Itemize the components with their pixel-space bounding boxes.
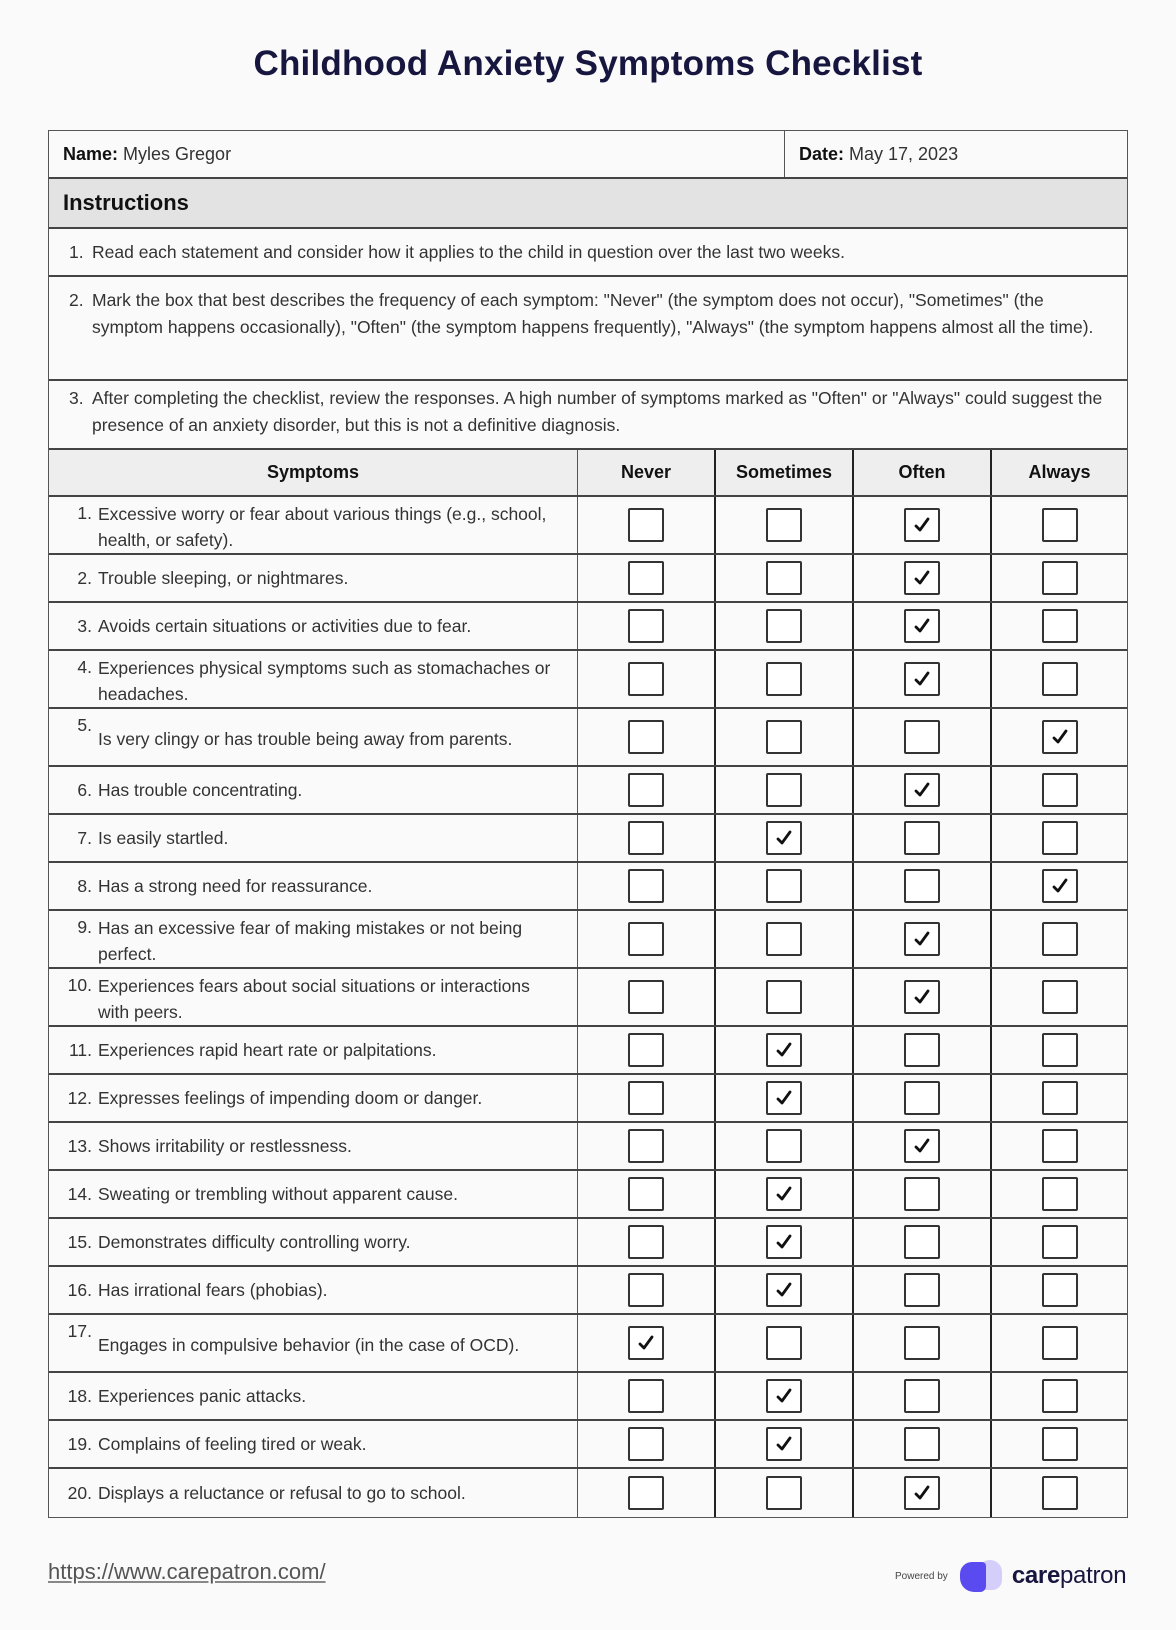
checkbox-sometimes[interactable] [766,662,802,696]
checkbox-often[interactable] [904,773,940,807]
checkbox-always[interactable] [1042,821,1078,855]
checkbox-always[interactable] [1042,1427,1078,1461]
date-value: May 17, 2023 [849,143,959,164]
option-cell-often [854,767,992,813]
checkbox-always[interactable] [1042,1129,1078,1163]
checkbox-sometimes[interactable] [766,869,802,903]
option-cell-never [578,555,716,601]
option-cell-always [992,1373,1127,1419]
option-cell-often [854,709,992,765]
table-row [49,1315,1127,1373]
option-cell-always [992,1315,1127,1371]
column-header-symptoms: Symptoms [49,450,578,495]
checkbox-often[interactable] [904,869,940,903]
checkmark-icon [912,616,932,636]
checkbox-always[interactable] [1042,1081,1078,1115]
symptom-text: Has a strong need for reassurance. [98,876,373,896]
powered-by-brand [895,1556,1126,1596]
checkbox-often[interactable] [904,508,940,542]
option-cell-always [992,1421,1127,1467]
checkbox-never[interactable] [628,609,664,643]
checkbox-always[interactable] [1042,773,1078,807]
checkmark-icon [912,515,932,535]
checkbox-never[interactable] [628,1129,664,1163]
option-cell-never [578,709,716,765]
carepatron-link[interactable]: https://www.carepatron.com/ [48,1559,326,1584]
checkbox-never[interactable] [628,1273,664,1307]
option-cell-never [578,1123,716,1169]
checkbox-often[interactable] [904,662,940,696]
checkbox-always[interactable] [1042,1326,1078,1360]
option-cell-sometimes [716,1267,854,1313]
table-row [49,767,1127,815]
symptom-number: 13. [67,1136,92,1156]
brand-name-regular: patron [1060,1562,1127,1589]
option-cell-always [992,1171,1127,1217]
symptom-text: Excessive worry or fear about various things (e.g., school, health, or safety). [98,503,547,550]
table-row [49,863,1127,911]
option-cell-never [578,1267,716,1313]
checkmark-icon [912,1136,932,1156]
table-row [49,1469,1127,1517]
checkbox-always[interactable] [1042,869,1078,903]
table-row [49,603,1127,651]
checkbox-never[interactable] [628,508,664,542]
instruction-item [49,277,1127,381]
symptom-number: 3. [77,616,92,636]
option-cell-often [854,1219,992,1265]
checkmark-icon [912,929,932,949]
symptom-text: Shows irritability or restlessness. [98,1136,352,1156]
option-cell-always [992,651,1127,707]
option-cell-always [992,1123,1127,1169]
option-cell-never [578,969,716,1025]
checkbox-always[interactable] [1042,609,1078,643]
brand-name [1012,1562,1126,1590]
checkbox-always[interactable] [1042,1177,1078,1211]
symptom-number: 4. [77,657,92,677]
symptom-text: Is very clingy or has trouble being away from parents. [98,728,513,749]
checkbox-sometimes[interactable] [766,609,802,643]
symptom-text: Complains of feeling tired or weak. [98,1434,367,1454]
table-row [49,1421,1127,1469]
symptom-number: 2. [77,568,92,588]
symptom-text: Has an excessive fear of making mistakes or not being perfect. [98,917,523,964]
table-row [49,709,1127,767]
instructions-heading: Instructions [49,179,1127,229]
table-row [49,969,1127,1027]
checkbox-always[interactable] [1042,561,1078,595]
checkbox-sometimes[interactable] [766,1273,802,1307]
option-cell-always [992,969,1127,1025]
symptom-cell [49,651,578,707]
powered-by-text: Powered by [895,1570,948,1582]
symptom-text: Trouble sleeping, or nightmares. [98,568,349,588]
symptom-text: Engages in compulsive behavior (in the case of OCD). [98,1334,520,1355]
option-cell-always [992,555,1127,601]
table-row [49,651,1127,709]
symptom-number: 16. [67,1280,92,1300]
symptom-number: 18. [67,1386,92,1406]
instruction-item [49,229,1127,277]
table-row [49,1075,1127,1123]
option-cell-never [578,815,716,861]
checkbox-never[interactable] [628,1225,664,1259]
name-value: Myles Gregor [123,143,232,164]
checkbox-always[interactable] [1042,1225,1078,1259]
checkbox-never[interactable] [628,1177,664,1211]
option-cell-always [992,1075,1127,1121]
checkbox-often[interactable] [904,1177,940,1211]
instruction-text: Mark the box that best describes the frequency of each symptom: "Never" (the symptom does not occur), "Sometimes" (the symptom happens occasionally), "Often" (the symptom happens frequently), "Always" (the symptom happens almost all the time). [92,290,1094,337]
option-cell-always [992,767,1127,813]
checkmark-icon [774,1232,794,1252]
checkbox-sometimes[interactable] [766,561,802,595]
option-cell-never [578,651,716,707]
checkbox-often[interactable] [904,1081,940,1115]
option-cell-sometimes [716,767,854,813]
symptom-number: 17. [67,1321,92,1341]
date-label: Date: [799,143,845,164]
checkbox-sometimes[interactable] [766,1476,802,1510]
symptom-cell [49,1219,578,1265]
instruction-text: After completing the checklist, review the responses. A high number of symptoms marked as "Often" or "Always" could suggest the presence of an anxiety disorder, but this is not a definitive diagnosis. [92,388,1103,435]
checkmark-icon [774,1088,794,1108]
option-cell-sometimes [716,1373,854,1419]
option-cell-sometimes [716,1171,854,1217]
option-cell-never [578,1171,716,1217]
checkbox-always[interactable] [1042,662,1078,696]
checkbox-sometimes[interactable] [766,1129,802,1163]
checkbox-often[interactable] [904,1033,940,1067]
checkmark-icon [636,1333,656,1353]
checkmark-icon [912,568,932,588]
page-title: Childhood Anxiety Symptoms Checklist [253,44,923,83]
option-cell-sometimes [716,863,854,909]
symptom-text: Experiences physical symptoms such as stomachaches or headaches. [98,657,551,704]
checkbox-always[interactable] [1042,720,1078,754]
table-row [49,1373,1127,1421]
checkbox-sometimes[interactable] [766,1326,802,1360]
option-cell-often [854,1421,992,1467]
checkbox-sometimes[interactable] [766,720,802,754]
symptom-cell [49,1469,578,1517]
option-cell-always [992,1267,1127,1313]
table-row [49,1219,1127,1267]
checkmark-icon [774,1434,794,1454]
checkmark-icon [774,1040,794,1060]
symptom-cell [49,1027,578,1073]
checkbox-often[interactable] [904,1273,940,1307]
symptom-cell [49,709,578,765]
option-cell-sometimes [716,555,854,601]
option-cell-never [578,863,716,909]
symptom-cell [49,1373,578,1419]
checkbox-often[interactable] [904,1379,940,1413]
symptom-cell [49,1123,578,1169]
instruction-number: 1. [69,241,84,262]
checkbox-sometimes[interactable] [766,821,802,855]
table-row [49,911,1127,969]
option-cell-often [854,1315,992,1371]
symptom-number: 15. [67,1232,92,1252]
option-cell-never [578,1421,716,1467]
checkmark-icon [912,1483,932,1503]
symptom-cell [49,863,578,909]
symptom-text: Expresses feelings of impending doom or danger. [98,1088,483,1108]
checkbox-sometimes[interactable] [766,1177,802,1211]
symptom-text: Experiences rapid heart rate or palpitations. [98,1040,437,1060]
checkbox-often[interactable] [904,720,940,754]
checkmark-icon [1050,876,1070,896]
symptom-number: 5. [77,715,92,735]
option-cell-always [992,709,1127,765]
symptom-cell [49,555,578,601]
option-cell-never [578,1075,716,1121]
symptom-number: 1. [77,503,92,523]
option-cell-always [992,1469,1127,1517]
checkbox-often[interactable] [904,1427,940,1461]
symptom-cell [49,1267,578,1313]
column-header-always: Always [1028,462,1091,482]
symptom-cell [49,603,578,649]
checkmark-icon [774,1184,794,1204]
option-cell-often [854,969,992,1025]
checkbox-never[interactable] [628,821,664,855]
option-cell-often [854,863,992,909]
symptom-cell [49,1075,578,1121]
info-row [49,131,1127,179]
checkbox-never[interactable] [628,1326,664,1360]
checkbox-always[interactable] [1042,980,1078,1014]
symptom-cell [49,1421,578,1467]
table-row [49,1123,1127,1171]
option-cell-always [992,603,1127,649]
option-cell-sometimes [716,497,854,553]
checkbox-never[interactable] [628,720,664,754]
option-cell-never [578,767,716,813]
checkbox-always[interactable] [1042,1379,1078,1413]
option-cell-often [854,1267,992,1313]
option-cell-often [854,555,992,601]
name-label: Name: [63,143,119,164]
symptom-text: Has irrational fears (phobias). [98,1280,328,1300]
symptom-text: Avoids certain situations or activities due to fear. [98,616,472,636]
option-cell-often [854,603,992,649]
checkbox-often[interactable] [904,609,940,643]
instruction-number: 2. [69,290,84,310]
option-cell-never [578,1219,716,1265]
checkbox-never[interactable] [628,1427,664,1461]
checkbox-often[interactable] [904,1476,940,1510]
option-cell-often [854,1171,992,1217]
symptom-text: Sweating or trembling without apparent cause. [98,1184,458,1204]
symptom-text: Demonstrates difficulty controlling worry. [98,1232,411,1252]
instruction-number: 3. [69,388,84,408]
table-row [49,1171,1127,1219]
checkbox-sometimes[interactable] [766,1427,802,1461]
symptom-text: Experiences fears about social situations or interactions with peers. [98,975,530,1022]
checkbox-sometimes[interactable] [766,1033,802,1067]
checkbox-always[interactable] [1042,508,1078,542]
checkbox-often[interactable] [904,821,940,855]
symptom-cell [49,497,578,553]
symptom-number: 14. [67,1184,92,1204]
checkbox-sometimes[interactable] [766,1225,802,1259]
option-cell-often [854,911,992,967]
symptom-number: 19. [67,1434,92,1454]
checkmark-icon [912,987,932,1007]
symptom-number: 7. [77,828,92,848]
checkmark-icon [774,1386,794,1406]
checkmark-icon [1050,727,1070,747]
checkbox-often[interactable] [904,922,940,956]
symptom-cell [49,969,578,1025]
checkmark-icon [774,1280,794,1300]
checkbox-sometimes[interactable] [766,1081,802,1115]
symptom-cell [49,1171,578,1217]
symptom-number: 8. [77,876,92,896]
option-cell-sometimes [716,911,854,967]
table-row [49,555,1127,603]
option-cell-never [578,1315,716,1371]
checkbox-sometimes[interactable] [766,1379,802,1413]
column-header-never: Never [578,450,716,495]
date-field[interactable] [785,131,1127,177]
checkbox-often[interactable] [904,561,940,595]
checkbox-never[interactable] [628,662,664,696]
option-cell-sometimes [716,1219,854,1265]
checkbox-often[interactable] [904,1225,940,1259]
option-cell-never [578,497,716,553]
checkbox-often[interactable] [904,1129,940,1163]
checkbox-never[interactable] [628,869,664,903]
option-cell-never [578,1469,716,1517]
option-cell-sometimes [716,815,854,861]
option-cell-often [854,1469,992,1517]
option-cell-sometimes [716,1075,854,1121]
table-row [49,1267,1127,1315]
symptom-text: Is easily startled. [98,828,229,848]
option-cell-sometimes [716,603,854,649]
option-cell-often [854,1123,992,1169]
table-row [49,497,1127,555]
checkmark-icon [912,669,932,689]
symptom-number: 6. [77,780,92,800]
checkbox-often[interactable] [904,1326,940,1360]
option-cell-always [992,863,1127,909]
symptom-cell [49,767,578,813]
option-cell-often [854,1075,992,1121]
instruction-text: Read each statement and consider how it applies to the child in question over the last two weeks. [92,241,845,262]
symptom-rows [49,497,1127,1517]
option-cell-sometimes [716,709,854,765]
option-cell-sometimes [716,1123,854,1169]
checkbox-never[interactable] [628,1081,664,1115]
option-cell-sometimes [716,1027,854,1073]
option-cell-often [854,1373,992,1419]
checkbox-sometimes[interactable] [766,980,802,1014]
checkbox-always[interactable] [1042,1033,1078,1067]
option-cell-sometimes [716,1315,854,1371]
checkbox-sometimes[interactable] [766,508,802,542]
checkbox-sometimes[interactable] [766,922,802,956]
symptom-cell [49,815,578,861]
table-header-row [49,450,1127,497]
checkbox-always[interactable] [1042,922,1078,956]
option-cell-never [578,911,716,967]
name-field[interactable] [49,131,785,177]
checkbox-never[interactable] [628,1476,664,1510]
option-cell-always [992,497,1127,553]
checkmark-icon [912,780,932,800]
option-cell-always [992,1027,1127,1073]
symptom-cell [49,911,578,967]
column-header-often: Often [854,450,992,495]
table-row [49,815,1127,863]
option-cell-sometimes [716,969,854,1025]
symptom-text: Experiences panic attacks. [98,1386,307,1406]
option-cell-often [854,497,992,553]
brand-name-bold: care [1011,1562,1060,1589]
option-cell-always [992,911,1127,967]
option-cell-never [578,1027,716,1073]
option-cell-never [578,1373,716,1419]
checklist-form [48,130,1128,1518]
symptom-number: 10. [67,975,92,995]
checkbox-always[interactable] [1042,1476,1078,1510]
checkbox-never[interactable] [628,561,664,595]
option-cell-often [854,1027,992,1073]
checkbox-never[interactable] [628,1379,664,1413]
symptom-number: 20. [67,1483,92,1503]
option-cell-often [854,815,992,861]
checkmark-icon [774,828,794,848]
symptom-text: Displays a reluctance or refusal to go to school. [98,1483,466,1503]
option-cell-sometimes [716,1421,854,1467]
checkbox-never[interactable] [628,1033,664,1067]
symptom-number: 12. [67,1088,92,1108]
column-header-sometimes: Sometimes [716,450,854,495]
symptom-cell [49,1315,578,1371]
symptom-number: 9. [77,917,92,937]
checkbox-always[interactable] [1042,1273,1078,1307]
option-cell-sometimes [716,1469,854,1517]
carepatron-logo-icon [958,1558,1006,1594]
checkbox-often[interactable] [904,980,940,1014]
option-cell-often [854,651,992,707]
symptom-number: 11. [68,1040,92,1060]
option-cell-sometimes [716,651,854,707]
checkbox-sometimes[interactable] [766,773,802,807]
option-cell-always [992,1219,1127,1265]
table-row [49,1027,1127,1075]
option-cell-always [992,815,1127,861]
symptom-text: Has trouble concentrating. [98,780,303,800]
instruction-item [49,381,1127,450]
checkbox-never[interactable] [628,980,664,1014]
checkbox-never[interactable] [628,773,664,807]
option-cell-never [578,603,716,649]
checkbox-never[interactable] [628,922,664,956]
